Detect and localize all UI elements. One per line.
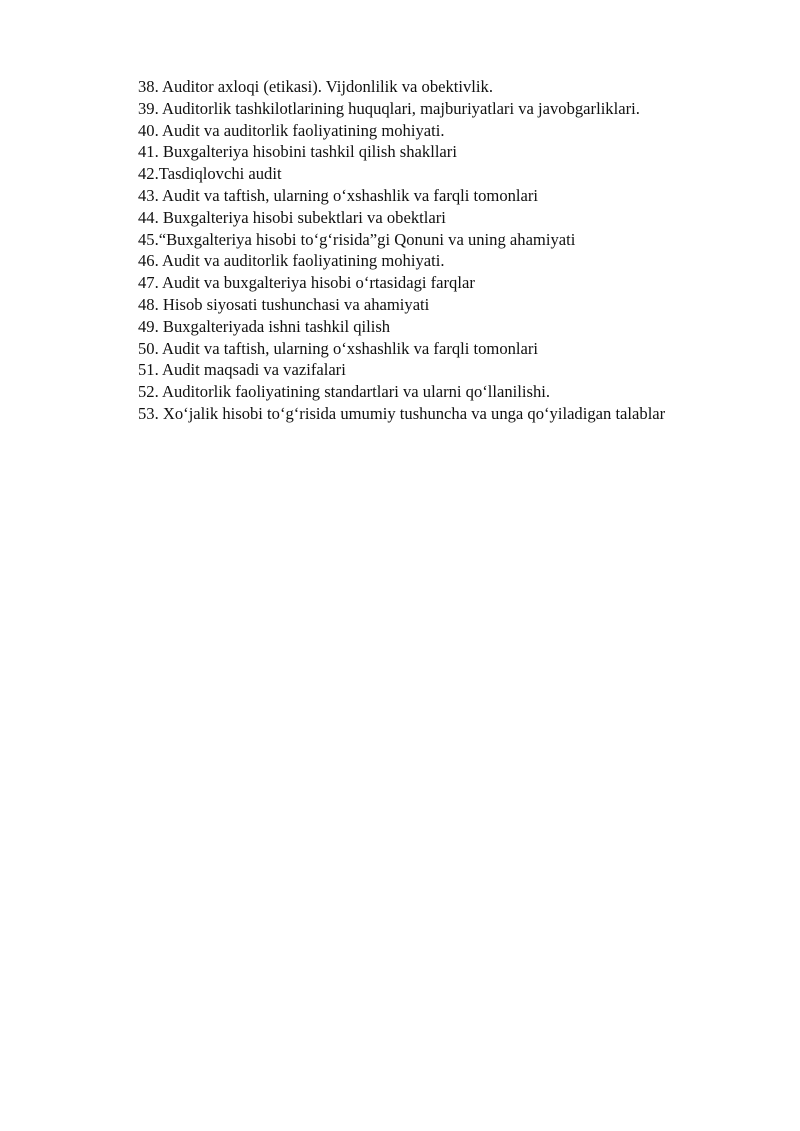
list-item: 46. Audit va auditorlik faoliyatining mohiyati. [138,251,445,271]
list-item: 49. Buxgalteriyada ishni tashkil qilish [138,316,391,336]
list-item: 45.“Buxgalteriya hisobi to‘g‘risida”gi Qonuni va uning ahamiyati [138,229,576,249]
list-item: 51. Audit maqsadi va vazifalari [138,360,346,380]
list-item: 52. Auditorlik faoliyatining standartlari va ularni qo‘llanilishi. [138,382,550,402]
list-item: 41. Buxgalteriya hisobini tashkil qilish shakllari [138,142,457,162]
list-item: 38. Auditor axloqi (etikasi). Vijdonlilik va obektivlik. [138,77,493,96]
list-item: 47. Audit va buxgalteriya hisobi o‘rtasidagi farqlar [138,273,475,293]
list-item: 44. Buxgalteriya hisobi subektlari va obektlari [138,207,446,227]
list-item: 42.Tasdiqlovchi audit [138,164,282,184]
question-list [138,76,778,425]
list-item: 39. Auditorlik tashkilotlarining huquqlari, majburiyatlari va javobgarliklari. [138,98,640,118]
list-item: 50. Audit va taftish, ularning o‘xshashlik va farqli tomonlari [138,338,539,358]
list-item: 53. Xo‘jalik hisobi to‘g‘risida umumiy tushuncha va unga qo‘yiladigan talablar [138,403,666,423]
list-item: 40. Audit va auditorlik faoliyatining mohiyati. [138,120,445,140]
list-item: 48. Hisob siyosati tushunchasi va ahamiyati [138,294,430,314]
list-item: 43. Audit va taftish, ularning o‘xshashlik va farqli tomonlari [138,185,539,205]
